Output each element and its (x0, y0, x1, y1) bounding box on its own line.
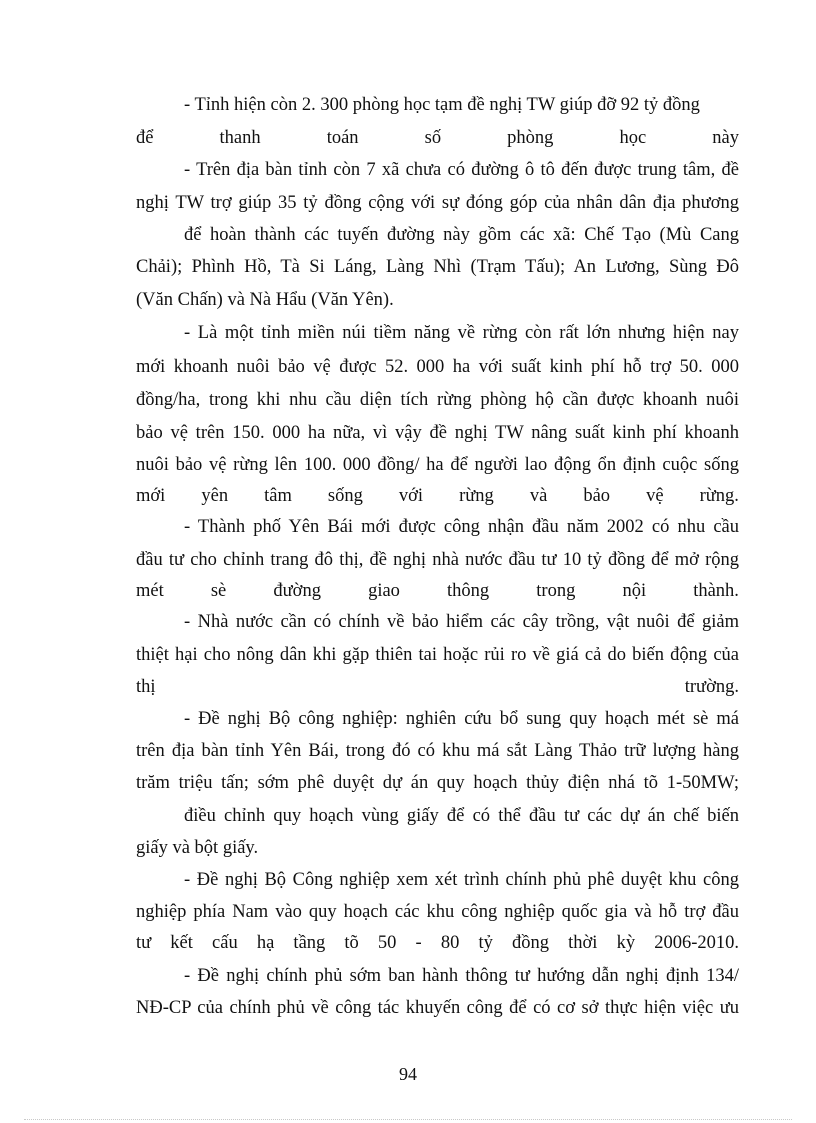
word: trường. (684, 677, 739, 697)
text-line: - Đề nghị Bộ công nghiệp: nghiên cứu bổ sung quy hoạch mét sè má (184, 709, 739, 729)
text-line: giấy và bột giấy. (136, 838, 259, 858)
text-line: nuôi bảo vệ rừng lên 100. 000 đồng/ ha để người lao động ổn định cuộc sống (136, 455, 739, 475)
text-line: - Là một tỉnh miền núi tiềm năng về rừng còn rất lớn nhưng hiện nay (184, 323, 739, 343)
word: học (619, 128, 647, 148)
text-line: - Trên địa bàn tỉnh còn 7 xã chưa có đường ô tô đến được trung tâm, đề (184, 160, 739, 180)
word: bảo (583, 486, 611, 506)
word: mới (136, 486, 166, 506)
word: vệ (646, 486, 664, 506)
text-line: Chải); Phình Hồ, Tà Si Láng, Làng Nhì (Trạm Tấu); An Lương, Sùng Đô (136, 257, 739, 277)
word: mét (136, 581, 164, 601)
word: thành. (693, 581, 739, 601)
text-line: bảo vệ trên 150. 000 ha nữa, vì vậy đề nghị TW nâng suất kinh phí khoanh (136, 423, 739, 443)
word: rừng (459, 486, 494, 506)
text-line: - Nhà nước cần có chính về bảo hiểm các cây trồng, vật nuôi để giảm (184, 612, 739, 632)
text-line (136, 484, 739, 508)
word: số (424, 128, 442, 148)
word: và (529, 486, 548, 506)
text-line: NĐ-CP của chính phủ về công tác khuyến công để có cơ sở thực hiện việc ưu (136, 998, 739, 1018)
word: phòng (507, 128, 554, 148)
word: trong (536, 581, 576, 601)
text-line: tư kết cấu hạ tầng tõ 50 - 80 tỷ đồng thời kỳ 2006-2010. (136, 933, 739, 953)
text-line: - Đề nghị chính phủ sớm ban hành thông tư hướng dẫn nghị định 134/ (184, 966, 739, 986)
text-line: - Tỉnh hiện còn 2. 300 phòng học tạm đề nghị TW giúp đỡ 92 tỷ đồng (184, 95, 700, 115)
word: với (398, 486, 424, 506)
word: thanh (219, 128, 261, 148)
word: sống (327, 486, 363, 506)
word: thị (136, 677, 156, 697)
word: rừng. (699, 486, 739, 506)
text-line: - Đề nghị Bộ Công nghiệp xem xét trình chính phủ phê duyệt khu công (184, 870, 739, 890)
text-line: nghị TW trợ giúp 35 tỷ đồng cộng với sự đóng góp của nhân dân địa phương (136, 193, 739, 213)
word: giao (368, 581, 400, 601)
word: toán (326, 128, 359, 148)
word: yên (201, 486, 229, 506)
word: sè (210, 581, 227, 601)
text-line (136, 675, 739, 699)
text-line: điều chỉnh quy hoạch vùng giấy để có thể đầu tư các dự án chế biến (184, 806, 739, 826)
word: này (712, 128, 739, 148)
text-line (136, 579, 739, 603)
text-line (136, 126, 739, 150)
text-line: trăm triệu tấn; sớm phê duyệt dự án quy hoạch thủy điện nhá tõ 1-50MW; (136, 773, 739, 793)
text-line: - Thành phố Yên Bái mới được công nhận đầu năm 2002 có nhu cầu (184, 517, 739, 537)
text-line: đồng/ha, trong khi nhu cầu diện tích rừng phòng hộ cần được khoanh nuôi (136, 390, 739, 410)
word: nội (622, 581, 647, 601)
text-line: (Văn Chấn) và Nà Hẩu (Văn Yên). (136, 290, 394, 310)
text-line: mới khoanh nuôi bảo vệ được 52. 000 ha với suất kinh phí hỗ trợ 50. 000 (136, 357, 739, 377)
text-line: trên địa bàn tỉnh Yên Bái, trong đó có khu má sắt Làng Thảo trữ lượng hàng (136, 741, 739, 761)
text-line: thiệt hại cho nông dân khi gặp thiên tai hoặc rủi ro về giá cả do biến động của (136, 645, 739, 665)
page-number: 94 (399, 1064, 417, 1084)
word: tâm (264, 486, 292, 506)
word: đường (273, 581, 321, 601)
word: thông (447, 581, 490, 601)
page-bottom-divider (24, 1119, 792, 1120)
word: để (136, 128, 154, 148)
text-line: đầu tư cho chỉnh trang đô thị, đề nghị nhà nước đầu tư 10 tỷ đồng để mở rộng (136, 550, 739, 570)
text-line: để hoàn thành các tuyến đường này gồm các xã: Chế Tạo (Mù Cang (184, 225, 739, 245)
text-line: nghiệp phía Nam vào quy hoạch các khu công nghiệp quốc gia và hỗ trợ đầu (136, 902, 739, 922)
